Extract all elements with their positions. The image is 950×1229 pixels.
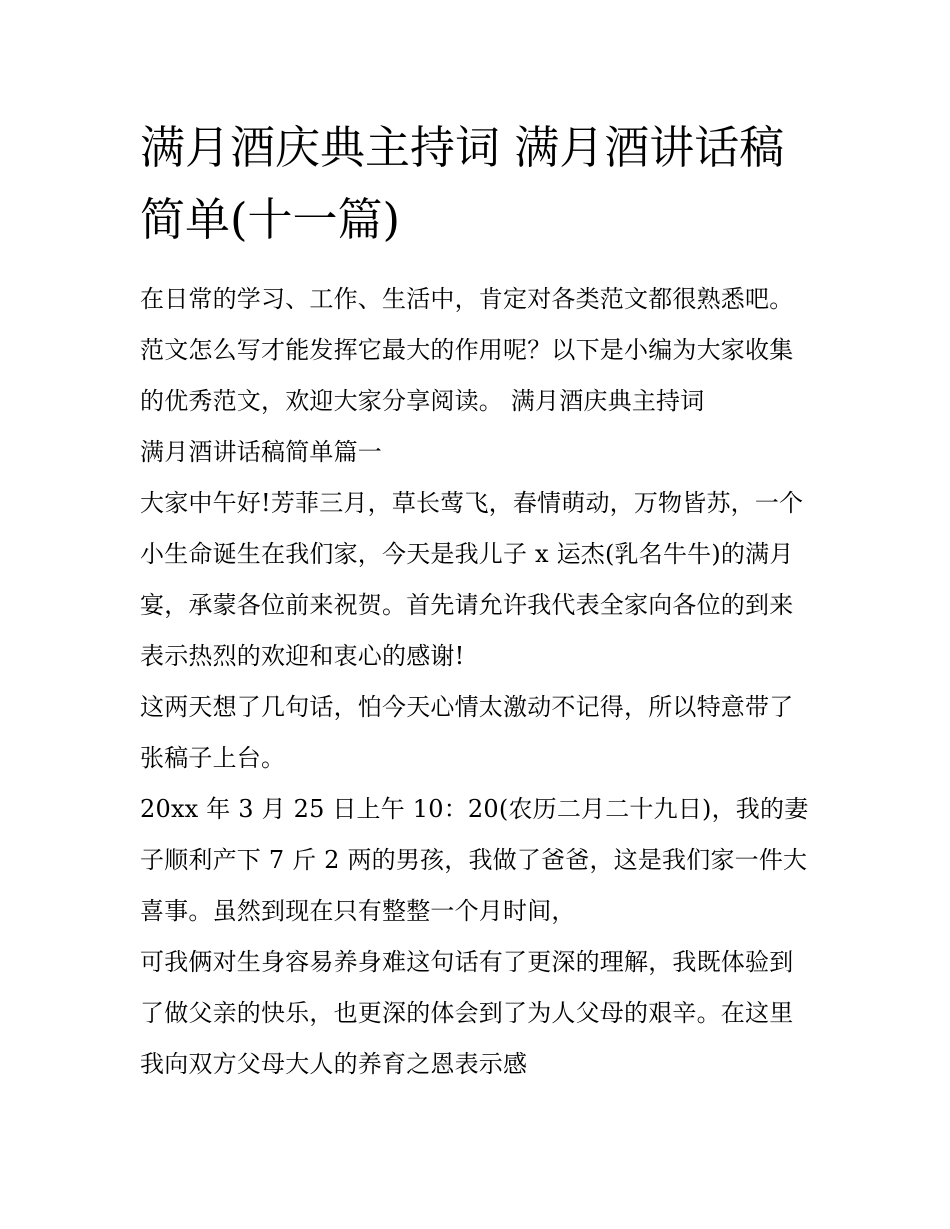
document-title: 满月酒庆典主持词 满月酒讲话稿简单(十一篇) [140, 121, 785, 246]
paragraph-parents: 可我俩对生身容易养身难这句话有了更深的理解，我既体验到了做父亲的快乐，也更深的体会到了为人父母的艰辛。在这里我向双方父母大人的养育之恩表示感 [140, 948, 794, 1078]
document-body [140, 112, 815, 1090]
paragraph-birth: 20xx 年 3 月 25 日上午 10：20(农历二月二十九日)，我的妻子顺利产下 7 斤 2 两的男孩，我做了爸爸，这是我们家一件大喜事。虽然到现在只有整整一个月时间， [140, 795, 809, 925]
paragraph-note: 这两天想了几句话，怕今天心情太激动不记得，所以特意带了张稿子上台。 [140, 693, 794, 772]
section-heading: 满月酒讲话稿简单篇一 [140, 438, 382, 466]
paragraph-intro: 在日常的学习、工作、生活中，肯定对各类范文都很熟悉吧。范文怎么写才能发挥它最大的作用呢？以下是小编为大家收集的优秀范文，欢迎大家分享阅读。 满月酒庆典主持词 [140, 285, 794, 415]
paragraph-greeting: 大家中午好!芳菲三月，草长莺飞，春情萌动，万物皆苏，一个小生命诞生在我们家，今天是我儿子 x 运杰(乳名牛牛)的满月宴，承蒙各位前来祝贺。首先请允许我代表全家向各位的到来表示热烈的欢迎和衷心的感谢! [140, 489, 804, 670]
